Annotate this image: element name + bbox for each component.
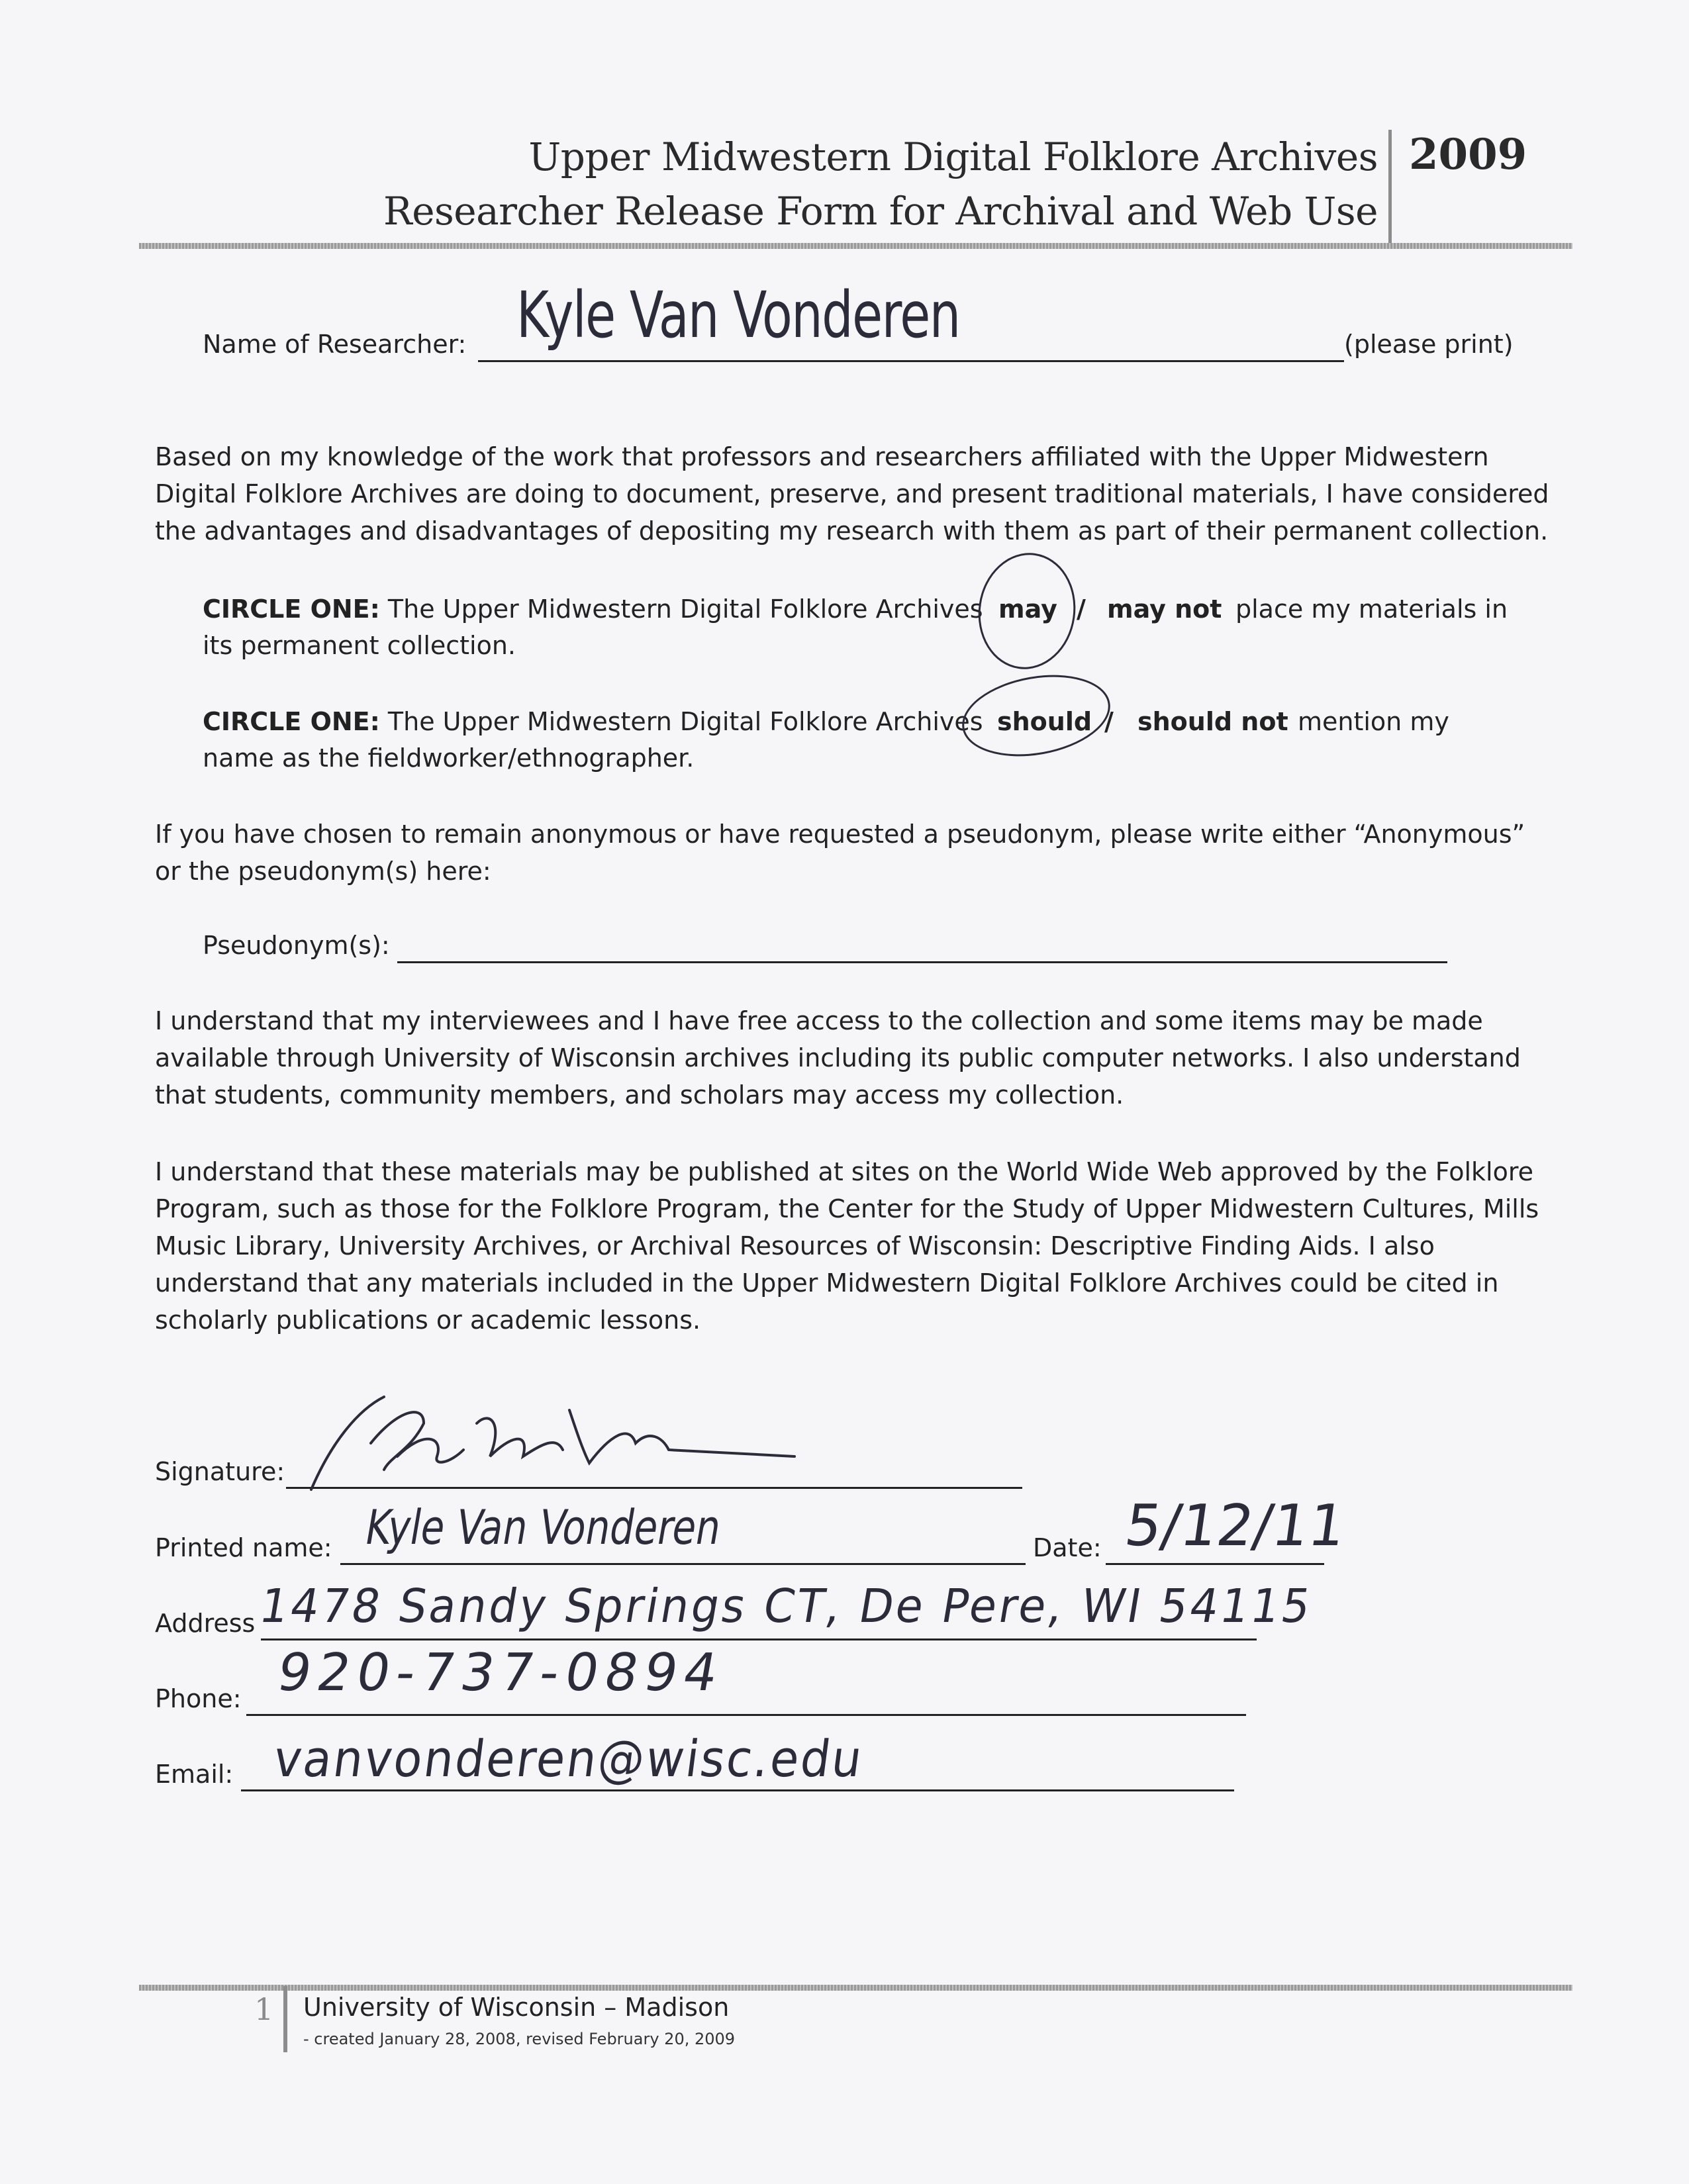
access-line: that students, community members, and scholars may access my collection. (155, 1080, 1124, 1110)
address-label: Address (155, 1609, 256, 1638)
access-line: available through University of Wisconsin archives including its public computer networks. I also understand (155, 1043, 1521, 1072)
circle-one-label: CIRCLE ONE: (203, 594, 380, 624)
researcher-label: Name of Researcher: (203, 330, 467, 359)
option-should[interactable]: should (997, 707, 1092, 736)
please-print-hint: (please print) (1344, 330, 1514, 359)
web-paragraph (155, 1153, 1539, 1339)
researcher-name-handwritten[interactable]: Kyle Van Vonderen (516, 278, 960, 352)
anon-line: If you have chosen to remain anonymous or have requested a pseudonym, please write either “Anonymous” (155, 820, 1525, 849)
may-circle-mark (971, 547, 1083, 676)
intro-line: Digital Folklore Archives are doing to document, preserve, and present traditional materials, I have considered (155, 479, 1549, 508)
form-year: 2009 (1409, 130, 1527, 179)
web-line: Program, such as those for the Folklore Program, the Center for the Study of Upper Midwestern Cultures, Mills (155, 1194, 1539, 1223)
footer-institution: University of Wisconsin – Madison (303, 1993, 730, 2022)
web-line: understand that any materials included in the Upper Midwestern Digital Folklore Archives could be cited in (155, 1268, 1499, 1298)
web-line: I understand that these materials may be published at sites on the World Wide Web approved by the Folklore (155, 1157, 1534, 1186)
email-label: Email: (155, 1760, 234, 1789)
printed-name-line (340, 1563, 1026, 1565)
email-handwritten[interactable]: vanvonderen@wisc.edu (270, 1729, 867, 1788)
anon-line: or the pseudonym(s) here: (155, 857, 491, 886)
circle-one-line-2: its permanent collection. (203, 631, 516, 660)
email-line (241, 1789, 1234, 1791)
header-rule (139, 243, 1572, 249)
pseudonym-field[interactable] (397, 961, 1447, 963)
phone-line (246, 1714, 1246, 1716)
signature-label: Signature: (155, 1457, 285, 1486)
signature-scribble (291, 1384, 808, 1503)
address-line (261, 1638, 1257, 1640)
option-should-not[interactable]: should not (1137, 707, 1288, 736)
date-handwritten[interactable]: 5/12/11 (1120, 1493, 1350, 1559)
circle-one-should (203, 703, 983, 740)
circle-one-label: CIRCLE ONE: (203, 707, 380, 736)
footer-divider (283, 1986, 287, 2052)
phone-handwritten[interactable]: 920-737-0894 (273, 1643, 729, 1703)
intro-line: Based on my knowledge of the work that professors and researchers affiliated with the Upper Midwestern (155, 442, 1489, 471)
date-label: Date: (1033, 1533, 1102, 1562)
footer-rule (139, 1985, 1572, 1991)
intro-paragraph (155, 438, 1549, 549)
circle-one-after: place my materials in (1235, 594, 1508, 624)
circle-one-text: The Upper Midwestern Digital Folklore Archives (379, 707, 983, 736)
option-separator: / (1104, 707, 1114, 736)
header-divider (1388, 130, 1392, 249)
circle-two-after: mention my (1298, 707, 1449, 736)
access-paragraph (155, 1002, 1521, 1114)
option-separator: / (1077, 594, 1086, 624)
option-may[interactable]: may (998, 594, 1057, 624)
circle-two-line-2: name as the fieldworker/ethnographer. (203, 743, 695, 773)
pseudonym-label: Pseudonym(s): (203, 931, 390, 960)
phone-label: Phone: (155, 1684, 242, 1713)
title-line-2: Researcher Release Form for Archival and Web Use (383, 189, 1378, 234)
circle-one-may (203, 591, 983, 628)
form-title (383, 130, 1378, 238)
anonymous-paragraph (155, 816, 1525, 890)
should-circle-mark (955, 664, 1116, 767)
web-line: scholarly publications or academic lessons. (155, 1306, 701, 1335)
date-line (1106, 1563, 1324, 1565)
web-line: Music Library, University Archives, or Archival Resources of Wisconsin: Descriptive Finding Aids. I also (155, 1231, 1435, 1260)
option-may-not[interactable]: may not (1107, 594, 1222, 624)
printed-name-handwritten[interactable]: Kyle Van Vonderen (361, 1499, 726, 1555)
page-number: 1 (254, 1991, 274, 2027)
title-line-1: Upper Midwestern Digital Folklore Archives (528, 134, 1378, 179)
circle-one-text: The Upper Midwestern Digital Folklore Archives (379, 594, 983, 624)
researcher-line (478, 360, 1344, 362)
access-line: I understand that my interviewees and I have free access to the collection and some items may be made (155, 1006, 1483, 1035)
footer-created: - created January 28, 2008, revised February 20, 2009 (303, 2030, 736, 2048)
printed-name-label: Printed name: (155, 1533, 332, 1562)
address-handwritten[interactable]: 1478 Sandy Springs CT, De Pere, WI 54115 (256, 1579, 1317, 1633)
intro-line: the advantages and disadvantages of depositing my research with them as part of their permanent collection. (155, 516, 1549, 546)
